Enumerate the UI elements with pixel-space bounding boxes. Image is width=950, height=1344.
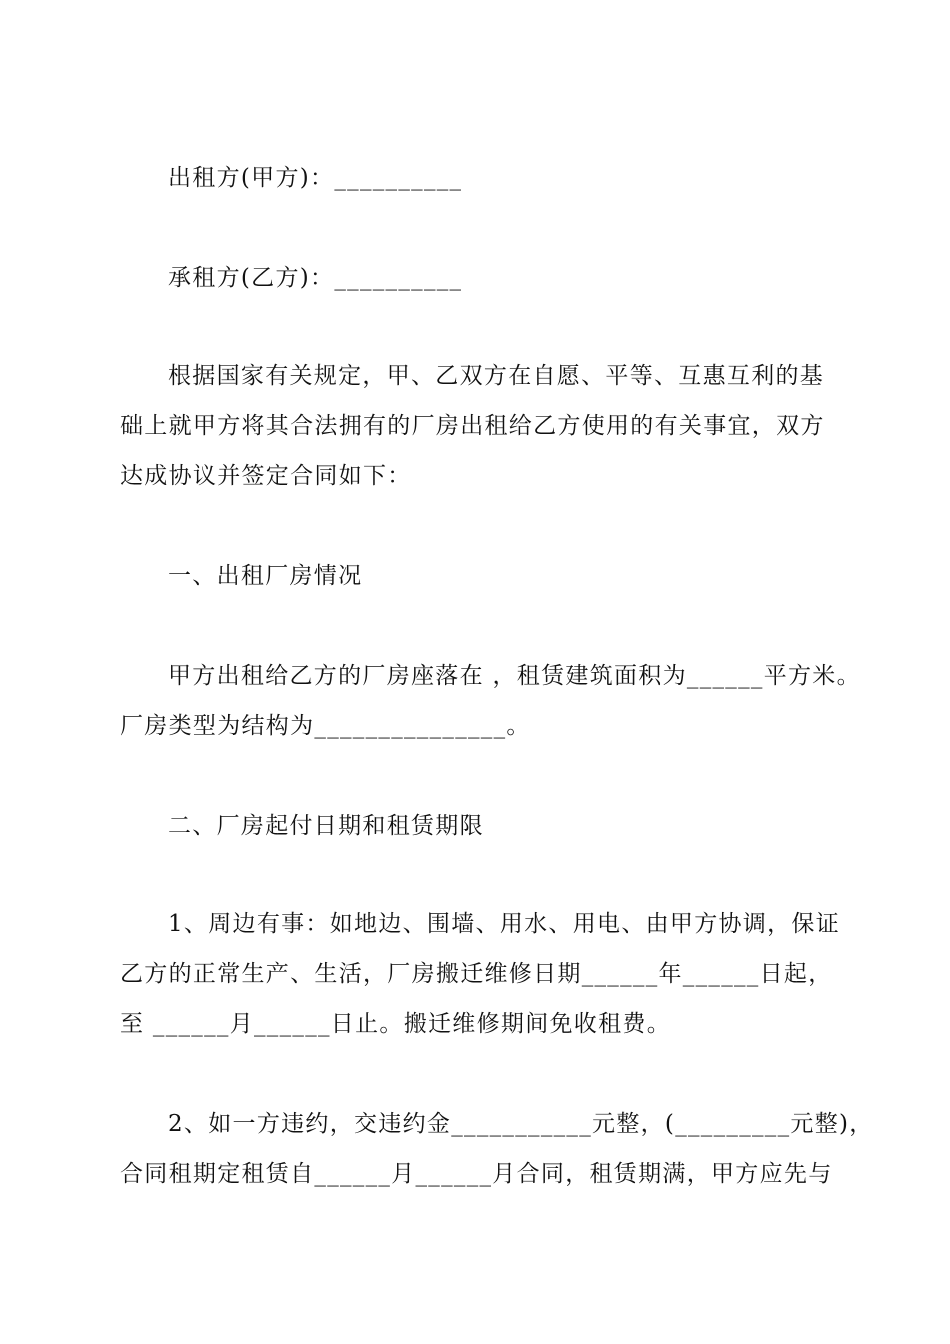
- section1-line-2: 厂房类型为结构为_______________。: [120, 713, 531, 739]
- lessee-line: 承租方(乙方)：__________: [168, 265, 463, 291]
- clause1-line-2: 乙方的正常生产、生活，厂房搬迁维修日期______年______日起，: [120, 961, 833, 987]
- section1-line-1: 甲方出租给乙方的厂房座落在 ，租赁建筑面积为______平方米。: [168, 663, 861, 689]
- clause1-line-1: 1、周边有事：如地边、围墙、用水、用电、由甲方协调，保证: [168, 911, 841, 937]
- intro-line-1: 根据国家有关规定，甲、乙双方在自愿、平等、互惠互利的基: [168, 363, 825, 389]
- clause1-line-3: 至 ______月______日止。搬迁维修期间免收租费。: [120, 1011, 672, 1037]
- clause2-line-2: 合同租期定租赁自______月______月合同，租赁期满，甲方应先与: [120, 1161, 833, 1187]
- intro-line-2: 础上就甲方将其合法拥有的厂房出租给乙方使用的有关事宜，双方: [120, 413, 825, 439]
- section2-heading: 二、厂房起付日期和租赁期限: [168, 813, 484, 839]
- intro-line-3: 达成协议并签定合同如下：: [120, 463, 412, 489]
- clause2-line-1: 2、如一方违约，交违约金___________元整，(_________元整)，: [168, 1111, 874, 1137]
- lessor-line: 出租方(甲方)：__________: [168, 165, 463, 191]
- section1-heading: 一、出租厂房情况: [168, 563, 363, 589]
